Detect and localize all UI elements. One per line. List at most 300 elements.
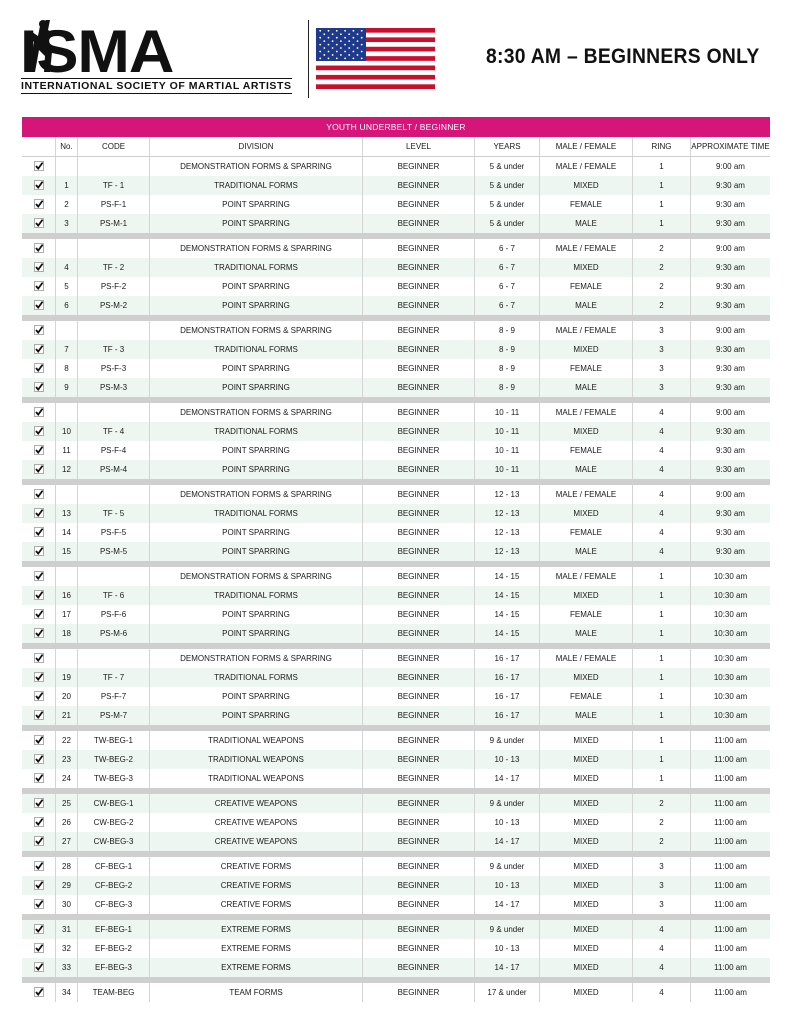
checkbox-cell[interactable] [22, 832, 56, 851]
checkmark-icon[interactable] [34, 382, 44, 392]
table-cell: MALE [540, 624, 633, 643]
checkbox-cell[interactable] [22, 523, 56, 542]
table-row [22, 605, 770, 624]
table-cell: 14 [56, 523, 78, 542]
table-cell: BEGINNER [363, 794, 475, 813]
table-cell: 10:30 am [713, 654, 748, 663]
table-cell: MALE [540, 706, 633, 725]
checkmark-icon[interactable] [34, 571, 44, 581]
checkmark-icon[interactable] [34, 281, 44, 291]
checkmark-icon[interactable] [34, 445, 44, 455]
checkbox-cell[interactable] [22, 794, 56, 813]
table-cell: BEGINNER [363, 832, 475, 851]
table-cell: MALE [540, 296, 633, 315]
table-cell: 10 - 13 [475, 939, 540, 958]
checkmark-icon[interactable] [34, 527, 44, 537]
table-cell: 9:30 am [716, 528, 745, 537]
table-cell: 1 [633, 176, 691, 195]
table-cell: 11:00 am [714, 862, 747, 871]
table-cell: 9:30 am [716, 181, 745, 190]
checkbox-cell[interactable] [22, 769, 56, 788]
schedule-table [22, 117, 770, 1002]
table-cell [78, 649, 150, 668]
table-cell: 2 [633, 277, 691, 296]
checkmark-icon[interactable] [34, 325, 44, 335]
checkmark-icon[interactable] [34, 243, 44, 253]
table-cell: 9:30 am [716, 547, 745, 556]
table-row [22, 441, 770, 460]
checkbox-cell[interactable] [22, 939, 56, 958]
table-cell: PS-M-2 [78, 296, 150, 315]
table-cell: 9 & under [475, 731, 540, 750]
table-cell: TRADITIONAL FORMS [150, 176, 363, 195]
table-row [22, 378, 770, 397]
table-cell: PS-F-7 [78, 687, 150, 706]
table-cell: POINT SPARRING [150, 277, 363, 296]
table-row [22, 296, 770, 315]
table-cell: EF-BEG-1 [78, 920, 150, 939]
table-cell: 9:30 am [716, 427, 745, 436]
table-cell: BEGINNER [363, 876, 475, 895]
table-cell: 4 [633, 485, 691, 504]
checkbox-cell[interactable] [22, 958, 56, 977]
table-cell: POINT SPARRING [150, 296, 363, 315]
checkmark-icon[interactable] [34, 817, 44, 827]
table-cell: 9:30 am [716, 364, 745, 373]
table-cell: EXTREME FORMS [150, 920, 363, 939]
table-cell: 31 [56, 920, 78, 939]
table-cell: 16 - 17 [475, 668, 540, 687]
page-header [0, 0, 791, 110]
table-row [22, 567, 770, 586]
table-cell: MALE / FEMALE [540, 321, 633, 340]
table-cell: BEGINNER [363, 624, 475, 643]
table-cell: BEGINNER [363, 239, 475, 258]
checkmark-icon[interactable] [34, 363, 44, 373]
table-cell: 28 [56, 857, 78, 876]
table-cell: BEGINNER [363, 769, 475, 788]
checkmark-icon[interactable] [34, 653, 44, 663]
table-cell: 9 & under [475, 920, 540, 939]
table-cell: 10 [56, 422, 78, 441]
checkmark-icon[interactable] [34, 628, 44, 638]
table-cell: FEMALE [540, 277, 633, 296]
table-cell [78, 403, 150, 422]
table-cell: BEGINNER [363, 258, 475, 277]
checkmark-icon[interactable] [34, 924, 44, 934]
table-cell: EF-BEG-3 [78, 958, 150, 977]
table-cell: 26 [56, 813, 78, 832]
table-cell: 9:30 am [716, 263, 745, 272]
table-cell: 25 [56, 794, 78, 813]
table-cell: 2 [633, 832, 691, 851]
table-cell: 11:00 am [714, 774, 747, 783]
table-row [22, 542, 770, 561]
table-cell: 15 [56, 542, 78, 561]
checkmark-icon[interactable] [34, 464, 44, 474]
table-cell: 9:00 am [716, 326, 745, 335]
table-cell [78, 321, 150, 340]
table-cell: BEGINNER [363, 321, 475, 340]
table-cell: MALE [540, 214, 633, 233]
table-cell: PS-F-5 [78, 523, 150, 542]
table-cell: BEGINNER [363, 157, 475, 176]
table-cell: 11:00 am [714, 799, 747, 808]
table-cell: TF - 6 [78, 586, 150, 605]
table-row [22, 668, 770, 687]
table-cell: 4 [633, 983, 691, 1002]
table-cell: 16 [56, 586, 78, 605]
table-row [22, 649, 770, 668]
table-cell: 4 [633, 542, 691, 561]
checkbox-cell[interactable] [22, 277, 56, 296]
table-cell: BEGINNER [363, 296, 475, 315]
checkbox-cell[interactable] [22, 422, 56, 441]
table-cell: BEGINNER [363, 460, 475, 479]
checkbox-cell[interactable] [22, 214, 56, 233]
table-cell: DEMONSTRATION FORMS & SPARRING [150, 321, 363, 340]
checkmark-icon[interactable] [34, 672, 44, 682]
table-cell: MIXED [540, 176, 633, 195]
table-cell: MIXED [540, 939, 633, 958]
table-cell: FEMALE [540, 605, 633, 624]
table-cell: TRADITIONAL FORMS [150, 340, 363, 359]
table-cell [56, 239, 78, 258]
checkmark-icon[interactable] [34, 861, 44, 871]
table-cell: FEMALE [540, 687, 633, 706]
checkbox-cell[interactable] [22, 157, 56, 176]
table-cell: 9:30 am [716, 282, 745, 291]
checkbox-cell[interactable] [22, 441, 56, 460]
table-cell: 14 - 17 [475, 769, 540, 788]
table-cell: TRADITIONAL FORMS [150, 668, 363, 687]
table-cell [78, 567, 150, 586]
table-cell: 10 - 11 [475, 422, 540, 441]
table-cell: MALE / FEMALE [540, 649, 633, 668]
table-cell: PS-M-4 [78, 460, 150, 479]
table-cell: 2 [633, 239, 691, 258]
table-cell: 14 - 17 [475, 958, 540, 977]
table-cell: 9:00 am [716, 490, 745, 499]
table-cell: MALE / FEMALE [540, 239, 633, 258]
table-cell: 3 [56, 214, 78, 233]
table-cell: MALE / FEMALE [540, 567, 633, 586]
table-cell: 1 [633, 769, 691, 788]
table-row [22, 195, 770, 214]
checkbox-cell[interactable] [22, 195, 56, 214]
checkbox-cell[interactable] [22, 605, 56, 624]
table-cell: 10:30 am [713, 673, 748, 682]
table-cell: POINT SPARRING [150, 460, 363, 479]
table-row [22, 258, 770, 277]
checkmark-icon[interactable] [34, 987, 44, 997]
checkmark-icon[interactable] [34, 609, 44, 619]
table-cell: 4 [633, 504, 691, 523]
table-cell: 34 [56, 983, 78, 1002]
column-header: LEVEL [363, 137, 475, 156]
table-cell: TRADITIONAL FORMS [150, 586, 363, 605]
column-header: DIVISION [150, 137, 363, 156]
table-cell: 24 [56, 769, 78, 788]
checkbox-cell[interactable] [22, 403, 56, 422]
table-cell: 11:00 am [714, 925, 747, 934]
column-header: YEARS [475, 137, 540, 156]
checkbox-cell[interactable] [22, 668, 56, 687]
table-cell: 11 [56, 441, 78, 460]
table-cell: 1 [633, 706, 691, 725]
checkmark-icon[interactable] [34, 199, 44, 209]
checkbox-cell[interactable] [22, 857, 56, 876]
table-cell: FEMALE [540, 523, 633, 542]
table-cell: PS-F-4 [78, 441, 150, 460]
table-cell: CREATIVE FORMS [150, 895, 363, 914]
table-cell: 4 [633, 441, 691, 460]
table-cell: TEAM FORMS [150, 983, 363, 1002]
table-cell: DEMONSTRATION FORMS & SPARRING [150, 567, 363, 586]
checkbox-cell[interactable] [22, 504, 56, 523]
table-cell: 10 - 13 [475, 876, 540, 895]
table-cell: TW-BEG-3 [78, 769, 150, 788]
table-cell: 14 - 15 [475, 605, 540, 624]
checkbox-cell[interactable] [22, 983, 56, 1002]
table-cell: 18 [56, 624, 78, 643]
table-cell: 2 [633, 296, 691, 315]
table-cell: PS-M-5 [78, 542, 150, 561]
checkmark-icon[interactable] [34, 546, 44, 556]
table-cell: BEGINNER [363, 586, 475, 605]
table-cell: BEGINNER [363, 403, 475, 422]
checkmark-icon[interactable] [34, 218, 44, 228]
table-cell: MIXED [540, 668, 633, 687]
checkmark-icon[interactable] [34, 943, 44, 953]
table-row [22, 176, 770, 195]
checkmark-icon[interactable] [34, 426, 44, 436]
column-header: MALE / FEMALE [540, 137, 633, 156]
checkbox-cell[interactable] [22, 586, 56, 605]
table-cell: POINT SPARRING [150, 214, 363, 233]
table-cell: 29 [56, 876, 78, 895]
table-cell: TEAM-BEG [78, 983, 150, 1002]
table-row [22, 157, 770, 176]
table-cell [56, 567, 78, 586]
table-row [22, 832, 770, 851]
table-cell: BEGINNER [363, 687, 475, 706]
table-cell: 11:00 am [714, 818, 747, 827]
checkbox-cell[interactable] [22, 258, 56, 277]
table-cell: BEGINNER [363, 504, 475, 523]
checkbox-cell[interactable] [22, 176, 56, 195]
checkbox-cell[interactable] [22, 706, 56, 725]
table-cell: MIXED [540, 731, 633, 750]
table-cell: 3 [633, 359, 691, 378]
table-cell: BEGINNER [363, 359, 475, 378]
table-cell: 8 - 9 [475, 340, 540, 359]
table-cell: 11:00 am [714, 963, 747, 972]
table-cell: BEGINNER [363, 813, 475, 832]
checkmark-icon[interactable] [34, 407, 44, 417]
checkmark-icon[interactable] [34, 691, 44, 701]
checkbox-cell[interactable] [22, 649, 56, 668]
table-cell: CREATIVE WEAPONS [150, 794, 363, 813]
table-cell: TRADITIONAL FORMS [150, 504, 363, 523]
table-cell: BEGINNER [363, 378, 475, 397]
table-cell: POINT SPARRING [150, 624, 363, 643]
checkbox-cell[interactable] [22, 750, 56, 769]
table-cell: POINT SPARRING [150, 195, 363, 214]
checkbox-cell[interactable] [22, 731, 56, 750]
table-row [22, 523, 770, 542]
table-cell: 4 [633, 939, 691, 958]
checkmark-icon[interactable] [34, 880, 44, 890]
table-cell: PS-M-1 [78, 214, 150, 233]
table-cell: TF - 4 [78, 422, 150, 441]
checkmark-icon[interactable] [34, 489, 44, 499]
checkbox-cell[interactable] [22, 687, 56, 706]
table-cell: DEMONSTRATION FORMS & SPARRING [150, 239, 363, 258]
table-cell: 10:30 am [713, 610, 748, 619]
checkmark-icon[interactable] [34, 773, 44, 783]
table-cell: 22 [56, 731, 78, 750]
table-cell: TRADITIONAL WEAPONS [150, 731, 363, 750]
column-header: APPROXIMATE TIME [691, 142, 770, 151]
table-cell: 8 - 9 [475, 359, 540, 378]
table-cell: 32 [56, 939, 78, 958]
table-cell: 17 [56, 605, 78, 624]
checkbox-cell[interactable] [22, 920, 56, 939]
table-cell: TF - 5 [78, 504, 150, 523]
table-cell: 10 - 11 [475, 460, 540, 479]
checkbox-cell[interactable] [22, 813, 56, 832]
table-row [22, 958, 770, 977]
table-cell: 1 [633, 668, 691, 687]
table-cell: 9:00 am [716, 162, 745, 171]
table-row [22, 706, 770, 725]
checkmark-icon[interactable] [34, 798, 44, 808]
table-cell: 10:30 am [713, 629, 748, 638]
table-row [22, 920, 770, 939]
table-cell: 5 & under [475, 195, 540, 214]
table-row [22, 895, 770, 914]
table-cell: 1 [633, 214, 691, 233]
table-row [22, 687, 770, 706]
table-cell: CW-BEG-3 [78, 832, 150, 851]
table-cell [56, 321, 78, 340]
table-cell: 3 [633, 857, 691, 876]
checkbox-cell[interactable] [22, 624, 56, 643]
checkmark-icon[interactable] [34, 161, 44, 171]
table-cell: 4 [633, 422, 691, 441]
checkmark-icon[interactable] [34, 300, 44, 310]
checkbox-cell[interactable] [22, 321, 56, 340]
table-cell: 1 [633, 605, 691, 624]
table-row [22, 403, 770, 422]
table-cell: 9:30 am [716, 465, 745, 474]
table-cell: 16 - 17 [475, 687, 540, 706]
checkbox-cell[interactable] [22, 239, 56, 258]
checkmark-icon[interactable] [34, 836, 44, 846]
table-cell: 9 & under [475, 794, 540, 813]
column-header: RING [633, 137, 691, 156]
table-cell: 11:00 am [714, 755, 747, 764]
table-cell: BEGINNER [363, 750, 475, 769]
checkmark-icon[interactable] [34, 508, 44, 518]
table-row [22, 277, 770, 296]
table-cell: 9:30 am [716, 301, 745, 310]
checkmark-icon[interactable] [34, 180, 44, 190]
checkbox-cell[interactable] [22, 359, 56, 378]
table-cell: 11:00 am [714, 837, 747, 846]
checkmark-icon[interactable] [34, 962, 44, 972]
table-header-row [22, 137, 770, 157]
checkbox-cell[interactable] [22, 567, 56, 586]
table-row [22, 460, 770, 479]
table-cell: MALE / FEMALE [540, 157, 633, 176]
checkbox-cell[interactable] [22, 296, 56, 315]
table-row [22, 794, 770, 813]
table-cell: 8 - 9 [475, 321, 540, 340]
table-cell: 9 & under [475, 857, 540, 876]
table-cell: 11:00 am [714, 736, 747, 745]
table-cell: EXTREME FORMS [150, 939, 363, 958]
table-cell: POINT SPARRING [150, 359, 363, 378]
table-body [22, 157, 770, 1002]
table-cell: 4 [633, 920, 691, 939]
checkmark-icon[interactable] [34, 735, 44, 745]
table-cell: 11:00 am [714, 988, 747, 997]
checkbox-cell[interactable] [22, 485, 56, 504]
checkmark-icon[interactable] [34, 754, 44, 764]
table-cell: MIXED [540, 258, 633, 277]
table-cell: MIXED [540, 895, 633, 914]
checkmark-icon[interactable] [34, 262, 44, 272]
checkbox-cell[interactable] [22, 542, 56, 561]
table-cell: 10 - 13 [475, 750, 540, 769]
table-cell: MIXED [540, 769, 633, 788]
table-cell: 1 [633, 567, 691, 586]
checkmark-icon[interactable] [34, 590, 44, 600]
checkbox-cell[interactable] [22, 895, 56, 914]
checkbox-cell[interactable] [22, 378, 56, 397]
checkbox-cell[interactable] [22, 460, 56, 479]
table-row [22, 876, 770, 895]
table-cell: 13 [56, 504, 78, 523]
table-cell: 1 [633, 731, 691, 750]
table-cell: EXTREME FORMS [150, 958, 363, 977]
table-cell: 21 [56, 706, 78, 725]
checkmark-icon[interactable] [34, 344, 44, 354]
checkbox-cell[interactable] [22, 340, 56, 359]
table-cell: BEGINNER [363, 895, 475, 914]
table-cell: MIXED [540, 422, 633, 441]
table-row [22, 340, 770, 359]
checkbox-cell[interactable] [22, 876, 56, 895]
checkmark-icon[interactable] [34, 710, 44, 720]
table-cell: PS-F-3 [78, 359, 150, 378]
table-cell: 3 [633, 321, 691, 340]
table-cell: POINT SPARRING [150, 441, 363, 460]
table-cell: MALE [540, 378, 633, 397]
table-cell: 27 [56, 832, 78, 851]
table-cell: CF-BEG-1 [78, 857, 150, 876]
table-cell: 3 [633, 876, 691, 895]
table-cell: MALE [540, 460, 633, 479]
table-cell: 10:30 am [713, 591, 748, 600]
table-title-banner: YOUTH UNDERBELT / BEGINNER [22, 117, 770, 137]
table-cell: MALE / FEMALE [540, 403, 633, 422]
checkmark-icon[interactable] [34, 899, 44, 909]
table-cell: PS-F-1 [78, 195, 150, 214]
table-cell: 2 [56, 195, 78, 214]
